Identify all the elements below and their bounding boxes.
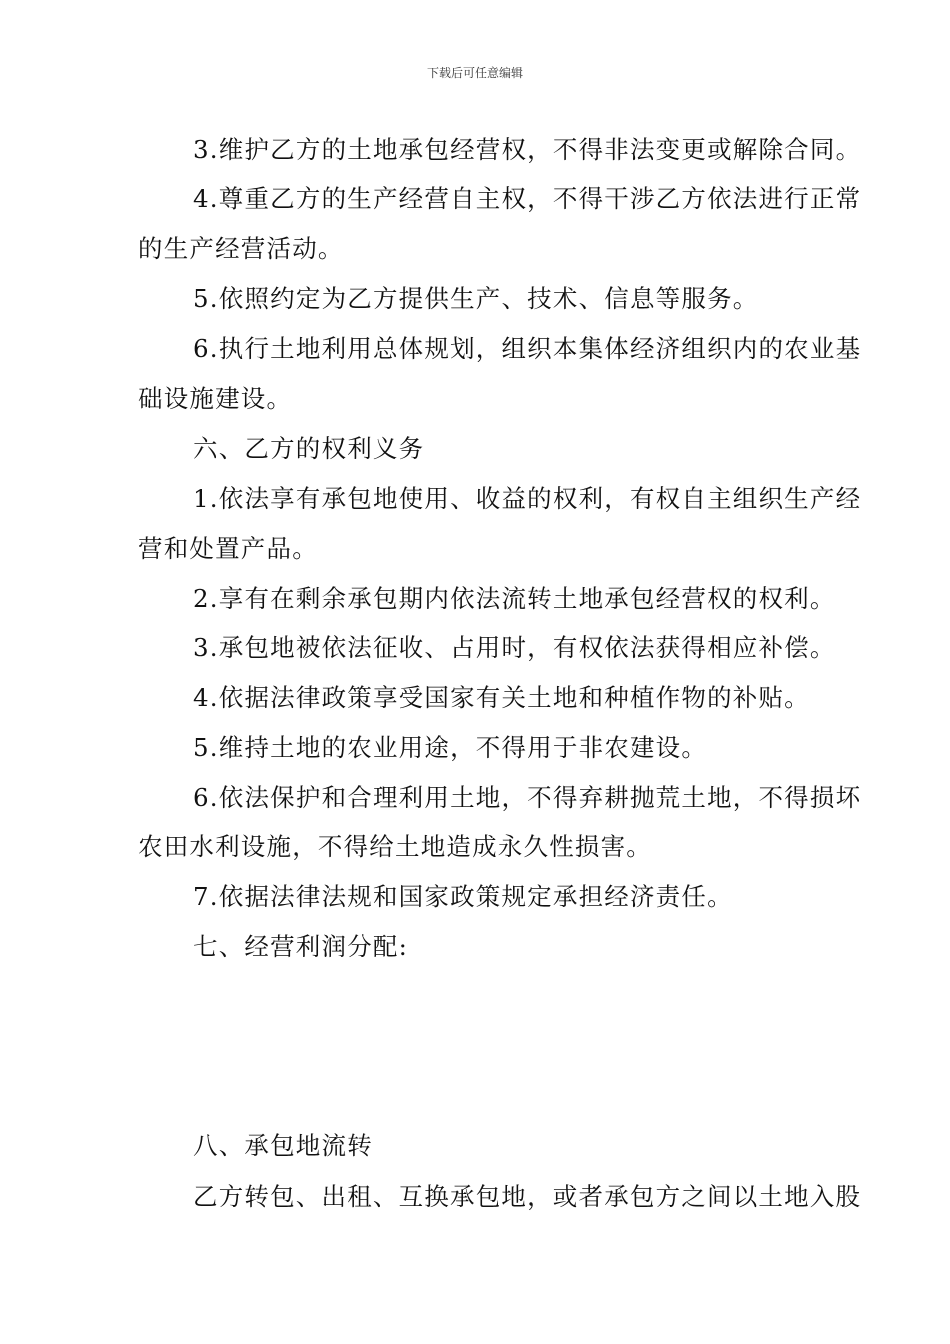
clause-text: 1.依法享有承包地使用、收益的权利，有权自主组织生产经 <box>193 484 862 513</box>
clause-text: 4.尊重乙方的生产经营自主权，不得干涉乙方依法进行正常 <box>193 184 862 213</box>
section-heading: 六、乙方的权利义务 <box>193 434 425 463</box>
clause-text: 5.维持土地的农业用途，不得用于非农建设。 <box>193 733 708 762</box>
clause-text: 2.享有在剩余承包期内依法流转土地承包经营权的权利。 <box>193 584 836 613</box>
clause-text: 的生产经营活动。 <box>138 234 344 263</box>
clause-text: 6.依法保护和合理利用土地，不得弃耕抛荒土地，不得损坏 <box>193 783 862 812</box>
clause-text: 农田水利设施，不得给土地造成永久性损害。 <box>138 832 652 861</box>
clause-text: 3.维护乙方的土地承包经营权，不得非法变更或解除合同。 <box>193 135 862 164</box>
section-heading: 七、经营利润分配: <box>193 932 409 961</box>
clause-text: 5.依照约定为乙方提供生产、技术、信息等服务。 <box>193 284 759 313</box>
clause-text: 6.执行土地利用总体规划，组织本集体经济组织内的农业基 <box>193 334 862 363</box>
clause-text: 7.依据法律法规和国家政策规定承担经济责任。 <box>193 882 733 911</box>
section-heading: 八、承包地流转 <box>193 1131 373 1160</box>
clause-text: 营和处置产品。 <box>138 534 318 563</box>
clause-text: 乙方转包、出租、互换承包地，或者承包方之间以土地入股 <box>193 1182 862 1211</box>
clause-text: 4.依据法律政策享受国家有关土地和种植作物的补贴。 <box>193 683 810 712</box>
clause-text: 3.承包地被依法征收、占用时，有权依法获得相应补偿。 <box>193 633 836 662</box>
clause-text: 础设施建设。 <box>138 384 293 413</box>
page-header: 下载后可任意编辑 <box>426 66 523 80</box>
